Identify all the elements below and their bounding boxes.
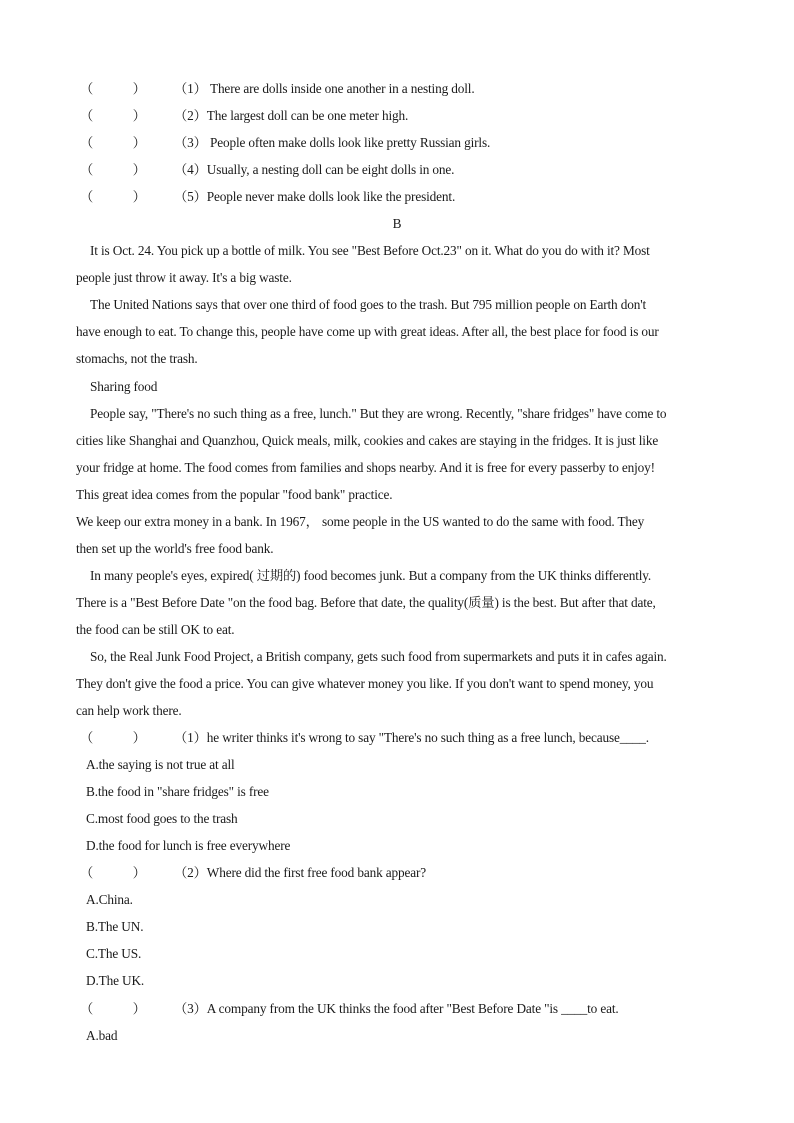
answer-paren[interactable]: （ ） xyxy=(80,189,146,204)
passage-line: We keep our extra money in a bank. In 1967， some people in the US wanted to do the same with food. They xyxy=(76,514,645,529)
question-text: （4）Usually, a nesting doll can be eight dolls in one. xyxy=(174,162,455,177)
section-heading: B xyxy=(392,216,402,231)
passage-line: There is a "Best Before Date "on the food bag. Before that date, the quality(质量) is the best. But after that date, xyxy=(76,595,656,610)
question-a2 xyxy=(80,106,730,126)
answer-paren[interactable]: （ ） xyxy=(80,1001,146,1016)
passage-line: In many people's eyes, expired( 过期的) food becomes junk. But a company from the UK thinks differently. xyxy=(90,568,652,583)
passage-line: your fridge at home. The food comes from families and shops nearby. And it is free for every passerby to enjoy! xyxy=(76,460,655,475)
answer-paren[interactable]: （ ） xyxy=(80,81,146,96)
question-a4 xyxy=(80,160,730,180)
passage-line: This great idea comes from the popular "food bank" practice. xyxy=(76,487,393,502)
question-b3 xyxy=(80,999,730,1019)
question-a5 xyxy=(80,187,730,207)
option-b[interactable]: B.the food in "share fridges" is free xyxy=(86,784,269,799)
answer-paren[interactable]: （ ） xyxy=(80,108,146,123)
option-a[interactable]: A.China. xyxy=(86,892,133,907)
question-a1 xyxy=(80,79,730,99)
question-text: （1）he writer thinks it's wrong to say "There's no such thing as a free lunch, because____. xyxy=(174,730,649,745)
option-d[interactable]: D.the food for lunch is free everywhere xyxy=(86,838,291,853)
passage-line: They don't give the food a price. You can give whatever money you like. If you don't want to spend money, you xyxy=(76,676,654,691)
passage-line: The United Nations says that over one third of food goes to the trash. But 795 million people on Earth don't xyxy=(90,297,647,312)
question-text: （1） There are dolls inside one another in a nesting doll. xyxy=(174,81,475,96)
passage-line: It is Oct. 24. You pick up a bottle of milk. You see "Best Before Oct.23" on it. What do you do with it? Most xyxy=(90,243,650,258)
passage-line: then set up the world's free food bank. xyxy=(76,541,274,556)
passage-line: have enough to eat. To change this, people have come up with great ideas. After all, the best place for food is our xyxy=(76,324,659,339)
question-text: （5）People never make dolls look like the president. xyxy=(174,189,456,204)
passage-line: So, the Real Junk Food Project, a British company, gets such food from supermarkets and puts it in cafes again. xyxy=(90,649,667,664)
question-text: （3） People often make dolls look like pretty Russian girls. xyxy=(174,135,491,150)
passage-line: cities like Shanghai and Quanzhou, Quick meals, milk, cookies and cakes are staying in the fridges. It is just like xyxy=(76,433,659,448)
option-a[interactable]: A.the saying is not true at all xyxy=(86,757,235,772)
passage-line: People say, "There's no such thing as a free, lunch." But they are wrong. Recently, "share fridges" have come to xyxy=(90,406,667,421)
answer-paren[interactable]: （ ） xyxy=(80,730,146,745)
question-a3 xyxy=(80,133,730,153)
question-text: （2）The largest doll can be one meter high. xyxy=(174,108,409,123)
passage-subheading: Sharing food xyxy=(90,379,158,394)
option-b[interactable]: B.The UN. xyxy=(86,919,144,934)
question-b1 xyxy=(80,728,730,748)
option-c[interactable]: C.most food goes to the trash xyxy=(86,811,238,826)
option-d[interactable]: D.The UK. xyxy=(86,973,145,988)
answer-paren[interactable]: （ ） xyxy=(80,135,146,150)
question-text: （3）A company from the UK thinks the food after "Best Before Date "is ____to eat. xyxy=(174,1001,619,1016)
question-text: （2）Where did the first free food bank appear? xyxy=(174,865,427,880)
option-c[interactable]: C.The US. xyxy=(86,946,142,961)
passage-line: can help work there. xyxy=(76,703,182,718)
passage-line: stomachs, not the trash. xyxy=(76,351,198,366)
answer-paren[interactable]: （ ） xyxy=(80,162,146,177)
passage-line: the food can be still OK to eat. xyxy=(76,622,235,637)
answer-paren[interactable]: （ ） xyxy=(80,865,146,880)
question-b2 xyxy=(80,863,730,883)
passage-line: people just throw it away. It's a big waste. xyxy=(76,270,292,285)
option-a[interactable]: A.bad xyxy=(86,1028,118,1043)
